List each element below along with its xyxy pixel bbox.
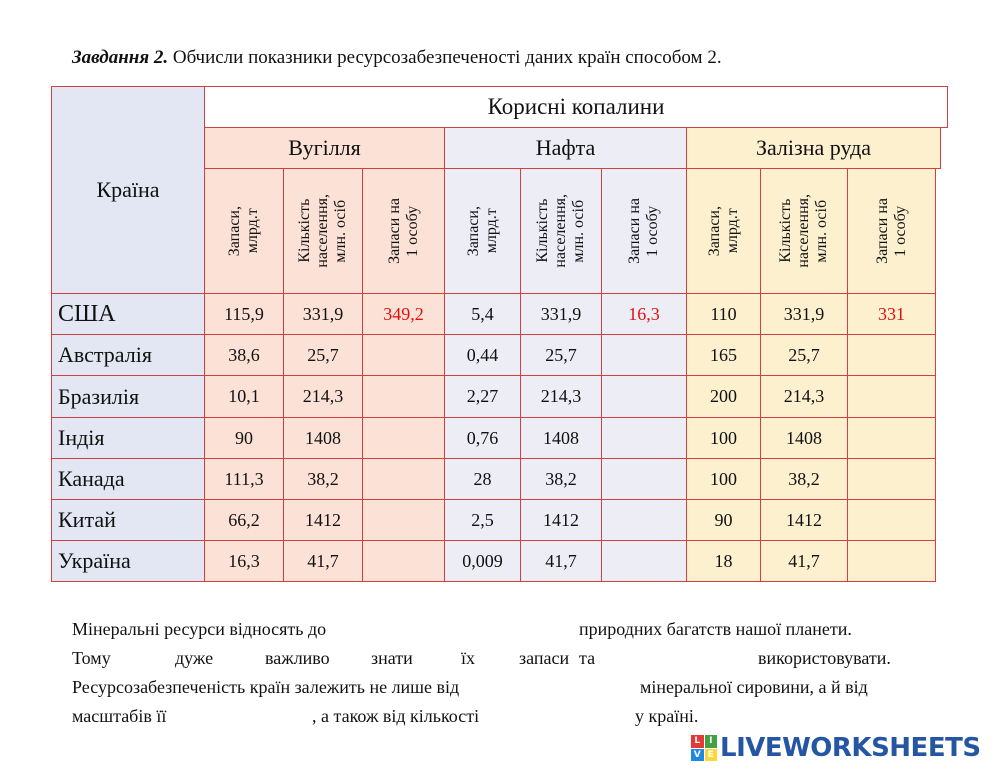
value-cell: 214,3 (283, 375, 363, 418)
answer-cell[interactable] (601, 499, 687, 541)
value-cell: 165 (686, 334, 761, 376)
coal-header: Вугілля (204, 127, 445, 169)
value-cell: 38,2 (283, 458, 363, 500)
task-heading (72, 47, 722, 69)
logo-icon-square: I (705, 735, 718, 748)
value-cell: 90 (204, 417, 284, 459)
value-cell: 28 (444, 458, 521, 500)
subheader-label: Запаси, млрд.т (705, 205, 741, 257)
paragraph-text: важливо (265, 648, 330, 668)
subheader-label: Запаси, млрд.т (226, 205, 261, 257)
paragraph-text: , а також від кількості (312, 706, 480, 726)
answer-cell[interactable] (847, 334, 936, 376)
subheader-o_res (444, 168, 521, 294)
value-cell: 111,3 (204, 458, 284, 500)
country-cell: Канада (51, 458, 205, 500)
subheader-i_res (686, 168, 761, 294)
answer-cell[interactable] (847, 375, 936, 418)
answer-cell[interactable] (362, 417, 445, 459)
answer-cell[interactable] (362, 375, 445, 418)
answer-cell[interactable] (362, 458, 445, 500)
task-text: Обчисли показники ресурсозабезпеченості даних країн способом 2. (172, 47, 722, 68)
answer-cell[interactable] (601, 375, 687, 418)
subheader-label: Запаси на 1 особу (385, 198, 421, 264)
iron-header: Залізна руда (686, 127, 941, 169)
value-cell: 18 (686, 540, 761, 582)
value-cell: 115,9 (204, 293, 284, 335)
answer-cell[interactable] (362, 334, 445, 376)
paragraph-text: Мінеральні ресурси відносять до (72, 619, 327, 639)
subheader-o_pop (520, 168, 602, 294)
oil-header: Нафта (444, 127, 687, 169)
value-cell: 25,7 (520, 334, 602, 376)
value-cell: 200 (686, 375, 761, 418)
logo-text: LIVEWORKSHEETS (720, 733, 981, 763)
value-cell: 1412 (283, 499, 363, 541)
country-header: Країна (51, 86, 205, 294)
liveworksheets-logo-icon (691, 735, 717, 761)
value-cell: 25,7 (283, 334, 363, 376)
value-cell: 41,7 (283, 540, 363, 582)
value-cell: 38,2 (760, 458, 848, 500)
logo-icon-square: L (691, 735, 704, 748)
answer-cell[interactable] (601, 417, 687, 459)
subheader-label: Запаси на 1 особу (873, 198, 909, 264)
value-cell: 100 (686, 417, 761, 459)
subheader-o_pp (601, 168, 687, 294)
paragraph-text: їх (461, 648, 476, 668)
answer-cell[interactable] (362, 499, 445, 541)
subheader-label: Запаси на 1 особу (626, 198, 661, 264)
answer-cell[interactable] (847, 458, 936, 500)
subheader-i_pop (760, 168, 848, 294)
value-cell: 100 (686, 458, 761, 500)
country-cell: Індія (51, 417, 205, 459)
value-cell: 90 (686, 499, 761, 541)
value-cell: 16,3 (204, 540, 284, 582)
value-cell: 41,7 (760, 540, 848, 582)
answer-cell[interactable] (601, 458, 687, 500)
value-cell: 5,4 (444, 293, 521, 335)
value-cell: 1408 (520, 417, 602, 459)
answer-cell: 331 (847, 293, 936, 335)
resources-header: Корисні копалини (204, 86, 948, 128)
subheader-c_pop (283, 168, 363, 294)
answer-cell[interactable] (847, 540, 936, 582)
paragraph-text: у країні. (635, 706, 699, 726)
value-cell: 331,9 (520, 293, 602, 335)
subheader-label: Кількість населення, млн. осіб (777, 194, 830, 268)
value-cell: 1408 (760, 417, 848, 459)
answer-cell[interactable] (847, 499, 936, 541)
value-cell: 10,1 (204, 375, 284, 418)
country-cell: Україна (51, 540, 205, 582)
subheader-label: Запаси, млрд.т (464, 205, 500, 257)
answer-cell[interactable] (601, 334, 687, 376)
value-cell: 331,9 (760, 293, 848, 335)
value-cell: 0,76 (444, 417, 521, 459)
country-cell: Бразилія (51, 375, 205, 418)
logo-icon-square: V (691, 749, 704, 762)
value-cell: 38,6 (204, 334, 284, 376)
paragraph-text: природних багатств нашої планети. (579, 619, 852, 639)
task-label: Завдання 2. (72, 47, 169, 68)
paragraph-text: використовувати. (758, 648, 891, 668)
subheader-c_res (204, 168, 284, 294)
liveworksheets-logo (691, 733, 981, 763)
paragraph-text: та (579, 648, 596, 668)
subheader-label: Кількість населення, млн. осіб (296, 194, 349, 268)
answer-cell: 349,2 (362, 293, 445, 335)
country-cell: Китай (51, 499, 205, 541)
value-cell: 41,7 (520, 540, 602, 582)
value-cell: 110 (686, 293, 761, 335)
country-cell: Австралія (51, 334, 205, 376)
value-cell: 38,2 (520, 458, 602, 500)
value-cell: 66,2 (204, 499, 284, 541)
answer-cell[interactable] (601, 540, 687, 582)
logo-icon-square: E (705, 749, 718, 762)
answer-cell[interactable] (362, 540, 445, 582)
country-cell: США (51, 293, 205, 335)
paragraph-text: Тому (72, 648, 111, 668)
subheader-c_pp (362, 168, 445, 294)
value-cell: 2,27 (444, 375, 521, 418)
value-cell: 25,7 (760, 334, 848, 376)
paragraph-text: мінеральної сировини, а й від (640, 677, 868, 697)
value-cell: 214,3 (760, 375, 848, 418)
paragraph-text: Ресурсозабезпеченість країн залежить не лише від (72, 677, 460, 697)
answer-cell: 16,3 (601, 293, 687, 335)
paragraph-text: масштабів її (72, 706, 167, 726)
paragraph-text: знати (371, 648, 413, 668)
paragraph-text: дуже (175, 648, 214, 668)
value-cell: 1412 (760, 499, 848, 541)
value-cell: 0,009 (444, 540, 521, 582)
paragraph-text: запаси (519, 648, 570, 668)
value-cell: 331,9 (283, 293, 363, 335)
subheader-i_pp (847, 168, 936, 294)
value-cell: 0,44 (444, 334, 521, 376)
subheader-label: Кількість населення, млн. осіб (534, 194, 587, 268)
value-cell: 214,3 (520, 375, 602, 418)
value-cell: 1408 (283, 417, 363, 459)
value-cell: 2,5 (444, 499, 521, 541)
answer-cell[interactable] (847, 417, 936, 459)
value-cell: 1412 (520, 499, 602, 541)
